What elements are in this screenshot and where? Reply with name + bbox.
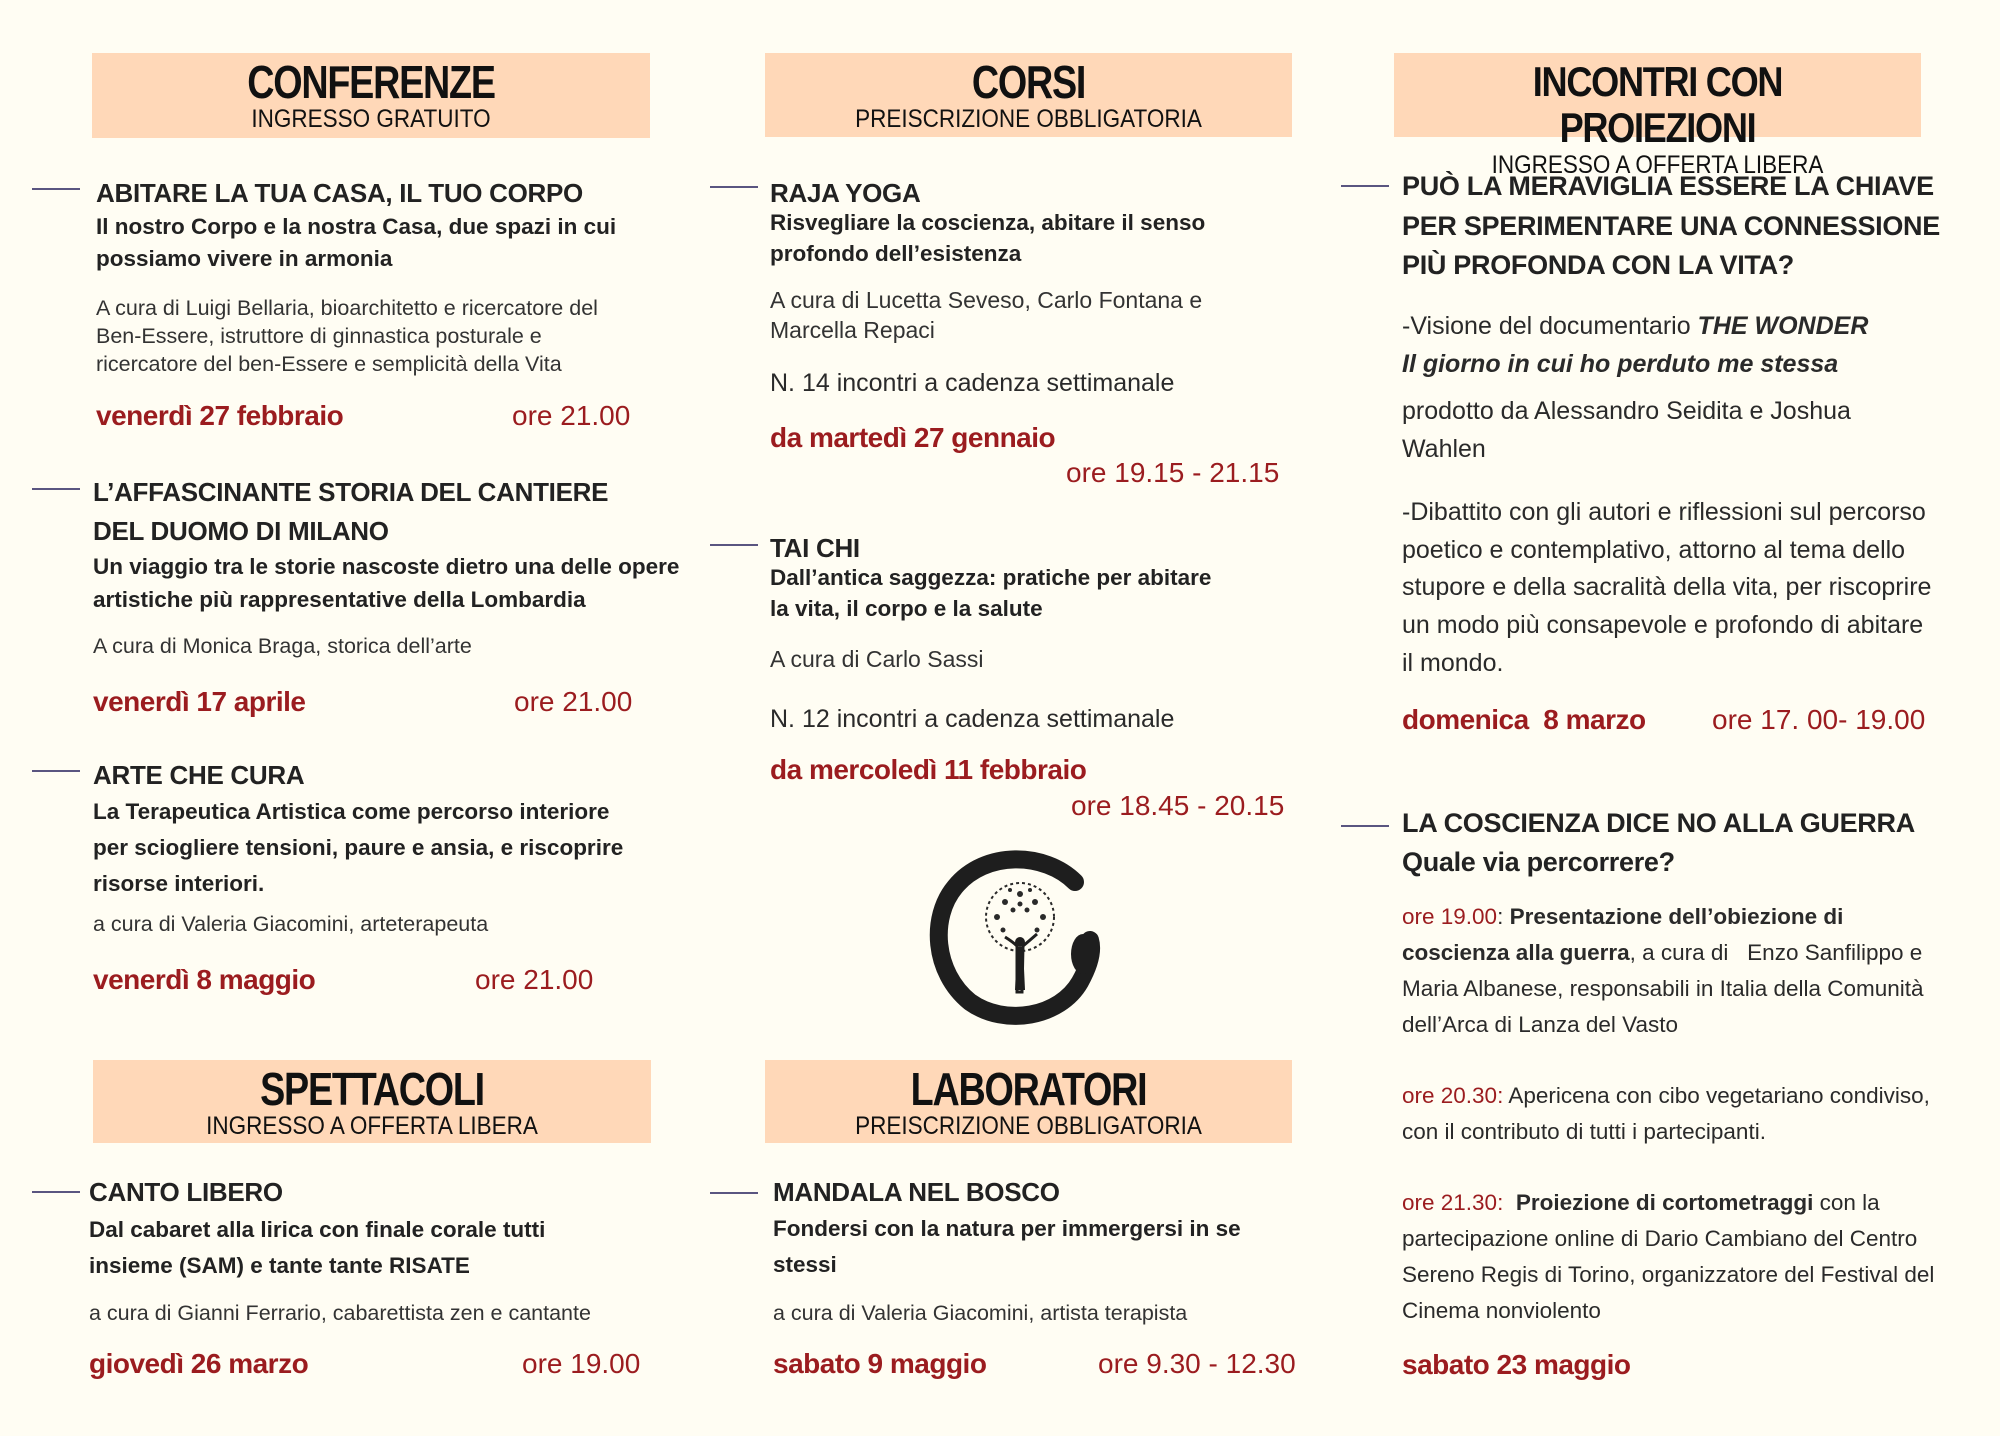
bullet-dash <box>710 186 758 188</box>
program-item <box>1402 1185 1942 1329</box>
section-header-laboratori <box>765 1060 1292 1143</box>
event-date: domenica 8 marzo <box>1402 704 1646 735</box>
program-item <box>1402 899 1942 1043</box>
section-header-conferenze <box>92 53 650 138</box>
event-subtitle-line: stessi <box>773 1252 837 1277</box>
event-curator-line: Marcella Repaci <box>770 317 935 343</box>
event-title: TAI CHI <box>770 533 860 563</box>
event-curator-line: Ben-Essere, istruttore di ginnastica posturale e <box>96 324 542 348</box>
event-subtitle-line: Dall’antica saggezza: pratiche per abitare <box>770 565 1212 590</box>
event-time: ore 17. 00- 19.00 <box>1712 704 1926 735</box>
event-time: ore 21.00 <box>475 964 594 995</box>
event-date: giovedì 26 marzo <box>89 1348 309 1379</box>
event-subtitle-line: Risvegliare la coscienza, abitare il senso <box>770 210 1206 235</box>
section-header-incontri <box>1394 53 1921 179</box>
event-title: MANDALA NEL BOSCO <box>773 1177 1060 1207</box>
debate-line: il mondo. <box>1402 649 1504 677</box>
film-subtitle-text: Il giorno in cui ho perduto me stessa <box>1402 350 1839 378</box>
event-title: CANTO LIBERO <box>89 1177 283 1207</box>
event-date: da martedì 27 gennaio <box>770 422 1056 453</box>
event-title-line: DEL DUOMO DI MILANO <box>93 516 389 546</box>
event-time: ore 21.00 <box>514 686 633 717</box>
event-curator: a cura di Gianni Ferrario, cabarettista zen e cantante <box>89 1301 591 1325</box>
program-time: ore 19.00 <box>1402 904 1498 929</box>
debate-line: un modo più consapevole e profondo di abitare <box>1402 611 1924 639</box>
event-curator: a cura di Valeria Giacomini, artista terapista <box>773 1301 1188 1325</box>
event-date: venerdì 8 maggio <box>93 964 316 995</box>
event-title: RAJA YOGA <box>770 178 921 208</box>
section-header-corsi <box>765 53 1292 137</box>
event-question: Quale via percorrere? <box>1402 847 1675 877</box>
program-highlight: Proiezione di cortometraggi <box>1515 1190 1814 1215</box>
bullet-dash <box>710 544 758 546</box>
event-curator: A cura di Carlo Sassi <box>770 646 984 672</box>
event-subtitle-line: La Terapeutica Artistica come percorso interiore <box>93 799 610 824</box>
event-subtitle-line: Dal cabaret alla lirica con finale corale tutti <box>89 1217 546 1242</box>
event-time: ore 9.30 - 12.30 <box>1098 1348 1296 1379</box>
section-subtitle: INGRESSO A OFFERTA LIBERA <box>206 1112 538 1140</box>
event-subtitle-line: artistiche più rappresentative della Lombardia <box>93 587 586 612</box>
event-time: ore 19.00 <box>522 1348 641 1379</box>
event-curator: A cura di Monica Braga, storica dell’arte <box>93 634 472 658</box>
bullet-dash <box>32 770 80 772</box>
event-title: LA COSCIENZA DICE NO ALLA GUERRA <box>1402 808 1915 838</box>
enso-tree-figure-logo-icon <box>925 842 1110 1027</box>
section-title: SPETTACOLI <box>260 1063 484 1115</box>
event-subtitle-line: insieme (SAM) e tante tante RISATE <box>89 1253 470 1278</box>
bullet-dash <box>710 1192 758 1194</box>
program-item <box>1402 1078 1942 1150</box>
event-curator-line: A cura di Luigi Bellaria, bioarchitetto e ricercatore del <box>96 296 598 320</box>
event-frequency: N. 14 incontri a cadenza settimanale <box>770 369 1175 397</box>
event-title: ABITARE LA TUA CASA, IL TUO CORPO <box>96 178 583 208</box>
section-subtitle: PREISCRIZIONE OBBLIGATORIA <box>855 105 1202 133</box>
section-title: INCONTRI CON PROIEZIONI <box>1532 58 1783 151</box>
program-time: ore 20.30: <box>1402 1083 1504 1108</box>
film-title: THE WONDER <box>1697 312 1869 340</box>
section-title: LABORATORI <box>910 1063 1147 1115</box>
film-subtitle <box>1402 345 1838 383</box>
producer-line: Wahlen <box>1402 435 1486 463</box>
event-date: venerdì 27 febbraio <box>96 400 344 431</box>
event-title-line: PER SPERIMENTARE UNA CONNESSIONE <box>1402 211 1940 241</box>
event-time: ore 21.00 <box>512 400 631 431</box>
event-time: ore 19.15 - 21.15 <box>1066 457 1280 488</box>
event-subtitle-line: possiamo vivere in armonia <box>96 246 393 271</box>
section-header-spettacoli <box>93 1060 651 1143</box>
event-date: venerdì 17 aprile <box>93 686 306 717</box>
program-highlight: Presentazione dell’obiezione di coscienza alla guerra <box>1402 904 1844 965</box>
event-frequency: N. 12 incontri a cadenza settimanale <box>770 705 1175 733</box>
bullet-dash <box>32 1191 80 1193</box>
event-time: ore 18.45 - 20.15 <box>1071 790 1285 821</box>
bullet-dash <box>32 488 80 490</box>
event-date: da mercoledì 11 febbraio <box>770 754 1087 785</box>
event-subtitle-line: Un viaggio tra le storie nascoste dietro una delle opere <box>93 554 680 579</box>
event-curator-line: A cura di Lucetta Seveso, Carlo Fontana e <box>770 287 1203 313</box>
section-subtitle: INGRESSO A OFFERTA LIBERA <box>1491 151 1824 179</box>
event-subtitle-line: Fondersi con la natura per immergersi in se <box>773 1216 1241 1241</box>
event-title-line: PIÙ PROFONDA CON LA VITA? <box>1402 250 1794 280</box>
event-date: sabato 23 maggio <box>1402 1349 1631 1380</box>
event-curator-line: ricercatore del ben-Essere e semplicità della Vita <box>96 352 562 376</box>
event-subtitle-line: Il nostro Corpo e la nostra Casa, due spazi in cui <box>96 214 617 239</box>
section-title: CORSI <box>971 56 1086 108</box>
debate-line: stupore e della sacralità della vita, per riscoprire <box>1402 573 1932 601</box>
program-text: con la partecipazione online di Dario Cambiano del Centro Sereno Regis di Torino, organizzatore del Festival del Cinema nonviolento <box>1402 1190 1935 1323</box>
event-title: ARTE CHE CURA <box>93 760 305 790</box>
event-subtitle-line: profondo dell’esistenza <box>770 241 1022 266</box>
event-subtitle-line: la vita, il corpo e la salute <box>770 596 1043 621</box>
event-subtitle-line: per sciogliere tensioni, paure e ansia, e riscoprire <box>93 835 624 860</box>
event-curator: a cura di Valeria Giacomini, arteterapeuta <box>93 912 489 936</box>
section-subtitle: PREISCRIZIONE OBBLIGATORIA <box>855 1112 1202 1140</box>
bullet-dash <box>32 188 80 190</box>
program-text: Apericena con cibo vegetariano condiviso, con il contributo di tutti i partecipanti. <box>1402 1083 1930 1144</box>
event-title-line: L’AFFASCINANTE STORIA DEL CANTIERE <box>93 477 609 507</box>
section-title: CONFERENZE <box>247 56 495 108</box>
visione-prefix: -Visione del documentario <box>1402 312 1698 340</box>
debate-line: poetico e contemplativo, attorno al tema dello <box>1402 536 1906 564</box>
event-film-line <box>1402 307 1868 345</box>
bullet-dash <box>1341 185 1389 187</box>
event-subtitle-line: risorse interiori. <box>93 871 265 896</box>
section-subtitle: INGRESSO GRATUITO <box>251 105 491 133</box>
program-sep: : <box>1497 904 1510 929</box>
bullet-dash <box>1341 825 1389 827</box>
program-sep <box>1503 1190 1516 1215</box>
producer-line: prodotto da Alessandro Seidita e Joshua <box>1402 397 1851 425</box>
debate-line: -Dibattito con gli autori e riflessioni sul percorso <box>1402 498 1926 526</box>
event-date: sabato 9 maggio <box>773 1348 987 1379</box>
program-text: , a cura di Enzo Sanfilippo e Maria Albanese, responsabili in Italia della Comunità dell’Arca di Lanza del Vasto <box>1402 940 1930 1037</box>
event-title-line: PUÒ LA MERAVIGLIA ESSERE LA CHIAVE <box>1402 171 1934 201</box>
program-time: ore 21.30: <box>1402 1190 1504 1215</box>
